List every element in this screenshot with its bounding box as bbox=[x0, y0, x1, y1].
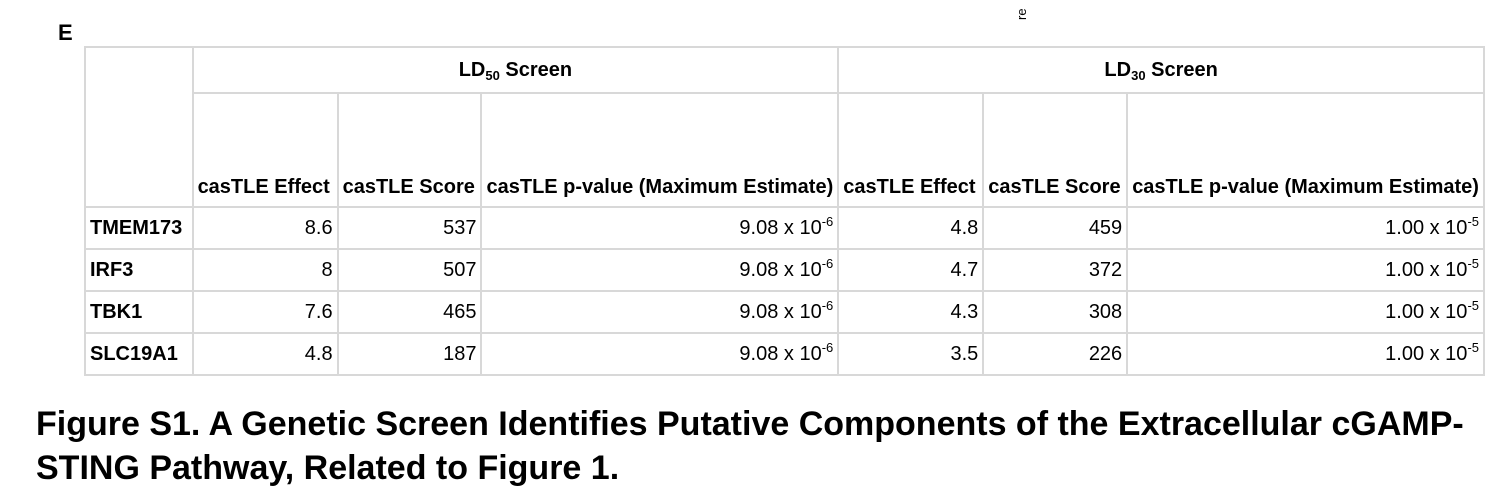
gene-name: TMEM173 bbox=[85, 207, 193, 249]
table-row bbox=[85, 207, 1484, 249]
ld30-score: 226 bbox=[983, 333, 1127, 375]
gene-name: IRF3 bbox=[85, 249, 193, 291]
figure-caption: Figure S1. A Genetic Screen Identifies Putative Components of the Extracellular cGAMP-STING Pathway, Related to Figure 1. bbox=[36, 405, 1464, 487]
ld50-score: 465 bbox=[338, 291, 482, 333]
col-header-pvalue: casTLE p-value (Maximum Estimate) bbox=[1127, 93, 1484, 207]
pvalue-exponent: -5 bbox=[1467, 213, 1479, 229]
group-subscript: 50 bbox=[485, 67, 500, 83]
pvalue-mantissa: 1.00 x 10 bbox=[1385, 300, 1468, 323]
pvalue-mantissa: 9.08 x 10 bbox=[739, 258, 822, 281]
ld30-pvalue bbox=[1127, 333, 1484, 375]
pvalue-exponent: -6 bbox=[821, 339, 834, 355]
ld30-effect: 4.3 bbox=[838, 291, 983, 333]
pvalue-mantissa: 9.08 x 10 bbox=[739, 216, 822, 239]
ld30-group-header bbox=[838, 47, 1484, 93]
group-suffix: Screen bbox=[499, 58, 573, 81]
ld50-effect: 8 bbox=[193, 249, 338, 291]
ld50-pvalue bbox=[481, 291, 838, 333]
ld50-score: 187 bbox=[338, 333, 482, 375]
gene-name: TBK1 bbox=[85, 291, 193, 333]
ld50-score: 537 bbox=[338, 207, 482, 249]
col-header-effect: casTLE Effect bbox=[193, 93, 338, 207]
ld50-effect: 8.6 bbox=[193, 207, 338, 249]
ld30-pvalue bbox=[1127, 291, 1484, 333]
table-row bbox=[85, 333, 1484, 375]
column-header-row bbox=[85, 93, 1484, 207]
table-row bbox=[85, 249, 1484, 291]
ld30-effect: 4.8 bbox=[838, 207, 983, 249]
gene-name: SLC19A1 bbox=[85, 333, 193, 375]
ld30-score: 459 bbox=[983, 207, 1127, 249]
corner-cell bbox=[85, 47, 193, 93]
col-header-score: casTLE Score bbox=[983, 93, 1127, 207]
col-header-pvalue: casTLE p-value (Maximum Estimate) bbox=[481, 93, 838, 207]
pvalue-mantissa: 1.00 x 10 bbox=[1385, 258, 1468, 281]
ld30-score: 372 bbox=[983, 249, 1127, 291]
ld50-pvalue bbox=[481, 249, 838, 291]
col-header-score: casTLE Score bbox=[338, 93, 482, 207]
ld30-score: 308 bbox=[983, 291, 1127, 333]
group-suffix: Screen bbox=[1145, 58, 1218, 81]
ld50-effect: 7.6 bbox=[193, 291, 338, 333]
pvalue-exponent: -6 bbox=[821, 255, 834, 271]
table-row bbox=[85, 291, 1484, 333]
pvalue-exponent: -5 bbox=[1467, 339, 1479, 355]
ld30-pvalue bbox=[1127, 207, 1484, 249]
group-subscript: 30 bbox=[1131, 67, 1146, 83]
pvalue-mantissa: 1.00 x 10 bbox=[1385, 216, 1468, 239]
ld50-pvalue bbox=[481, 333, 838, 375]
group-prefix: LD bbox=[458, 58, 486, 81]
ld50-effect: 4.8 bbox=[193, 333, 338, 375]
col-header-effect: casTLE Effect bbox=[838, 93, 983, 207]
ld50-score: 507 bbox=[338, 249, 482, 291]
pvalue-exponent: -5 bbox=[1467, 297, 1479, 313]
pvalue-mantissa: 9.08 x 10 bbox=[739, 300, 822, 323]
group-header-row bbox=[85, 47, 1484, 93]
ld30-effect: 3.5 bbox=[838, 333, 983, 375]
pvalue-mantissa: 1.00 x 10 bbox=[1385, 342, 1468, 365]
screen-results-table bbox=[84, 46, 1485, 376]
pvalue-exponent: -5 bbox=[1467, 255, 1479, 271]
pvalue-mantissa: 9.08 x 10 bbox=[739, 342, 822, 365]
cropped-edge-text: re bbox=[1014, 8, 1029, 20]
panel-label: E bbox=[58, 20, 73, 45]
ld50-pvalue bbox=[481, 207, 838, 249]
group-prefix: LD bbox=[1104, 58, 1132, 81]
pvalue-exponent: -6 bbox=[821, 297, 834, 313]
pvalue-exponent: -6 bbox=[821, 213, 834, 229]
ld30-effect: 4.7 bbox=[838, 249, 983, 291]
ld50-group-header bbox=[193, 47, 839, 93]
corner-cell-lower bbox=[85, 93, 193, 207]
ld30-pvalue bbox=[1127, 249, 1484, 291]
